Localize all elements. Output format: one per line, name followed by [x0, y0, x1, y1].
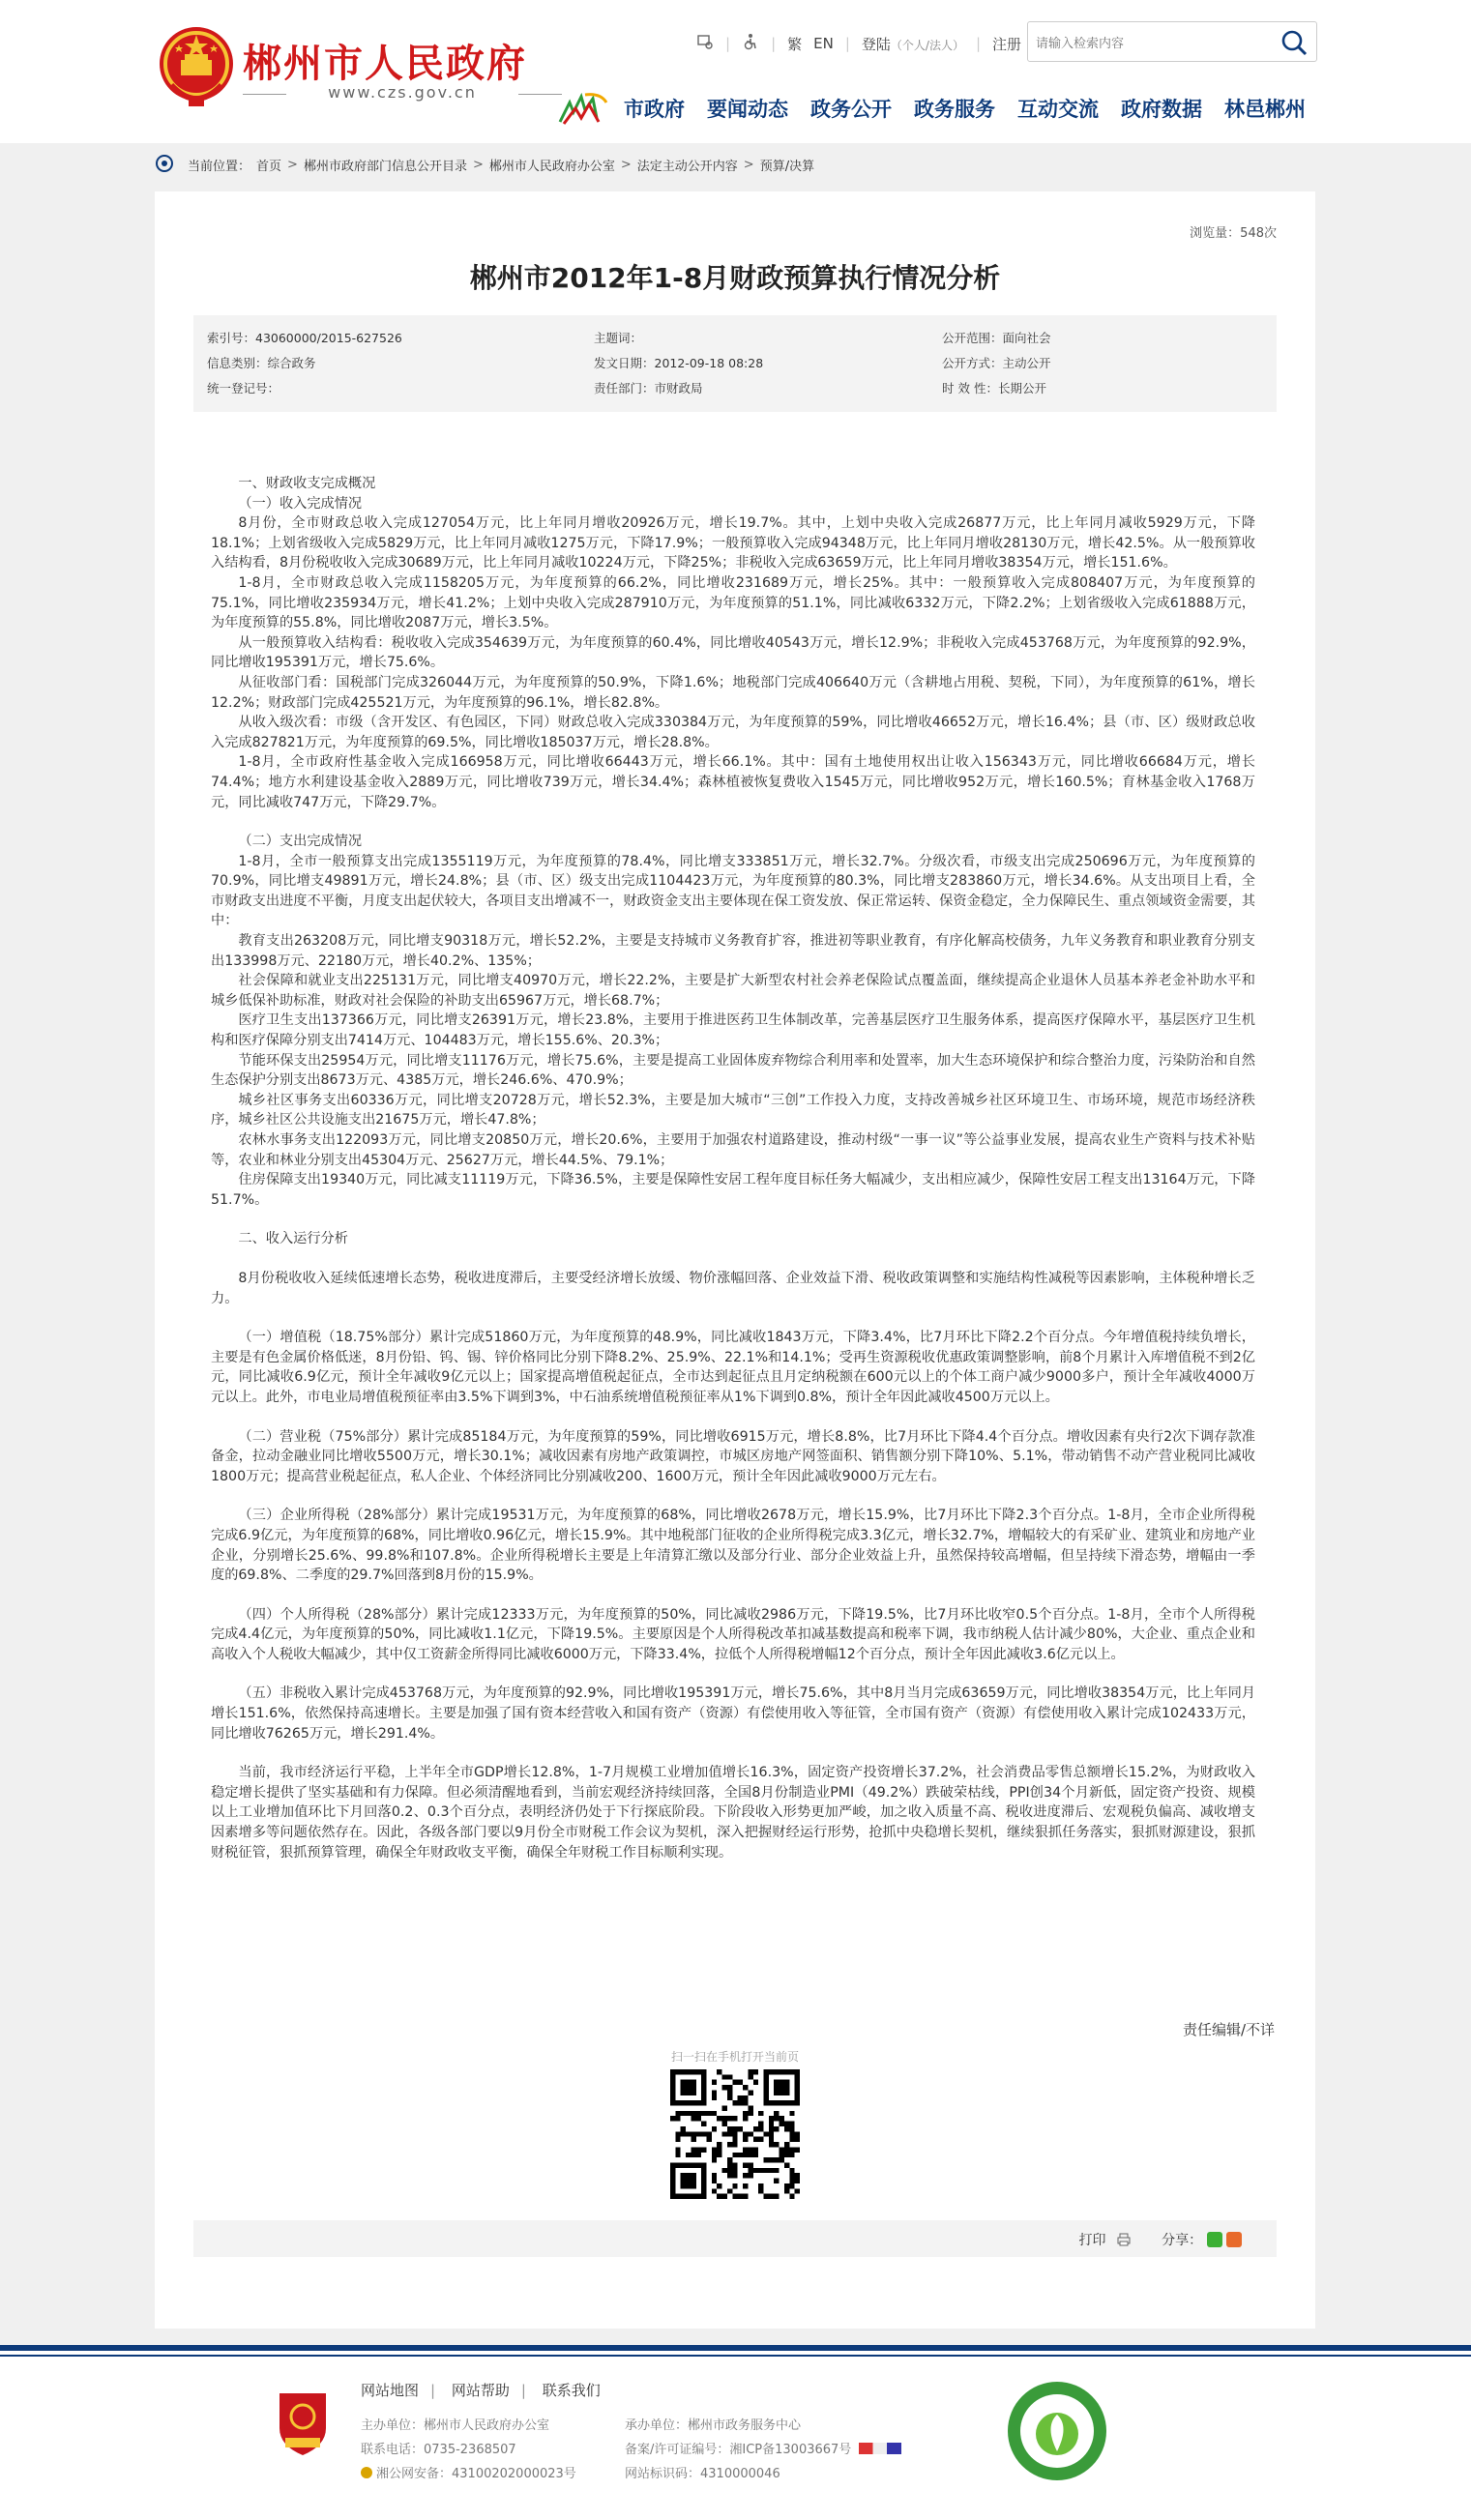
share-group — [1162, 2230, 1242, 2249]
article-paragraph: 8月份，全市财政总收入完成127054万元，比上年同月增收20926万元，增长19.7%。其中，上划中央收入完成26877万元，比上年同月减收5929万元，下降18.1%；上划省级收入完成5829万元，比上年同月减收1275万元，下降17.9%；一般预算收入完成94348万元，比上年同月增收28130万元，增长42.5%。从一般预算收入结构看，8月份税收收入完成30689万元，比上年同月减收10224万元，下降25%；非税收入完成63659万元，比上年同月增收38354万元，增长151.6%。 — [211, 515, 1255, 571]
footer-organizer: 承办单位：郴州市政务服务中心 — [625, 2418, 802, 2433]
article-paragraph: 城乡社区事务支出60336万元，同比增支20728万元，增长52.3%，主要是加大城市“三创”工作投入力度，支持改善城乡社区环境卫生、市场环境，规范市场经济秩序，城乡社区公共设施支出21675万元，增长47.8%； — [211, 1092, 1255, 1128]
article-paragraph: 从一般预算收入结构看：税收收入完成354639万元，为年度预算的60.4%，同比增收40543万元，增长12.9%；非税收入完成453768万元，为年度预算的92.9%，同比增收195391万元，增长75.6%。 — [211, 634, 1255, 671]
responsible-editor: 责任编辑/不详 — [1182, 2021, 1275, 2038]
nav-gov-data[interactable]: 政府数据 — [1121, 98, 1202, 121]
breadcrumb-separator: > — [620, 157, 632, 172]
article-paragraph: （一）增值税（18.75%部分）累计完成51860万元，为年度预算的48.9%，同比减收1843万元，下降3.4%，比7月环比下降2.2个百分点。今年增值税持续负增长，主要是有色金属价格低迷，8月份铅、钨、锡、锌价格同比分别下降8.2%、25.9%、22.1%和14.1%；受再生资源税收优惠政策调整影响，前8个月累计入库增值税不到2亿元，同比减收6.9亿元，预计全年减收9亿元以上；国家提高增值税起征点，全市达到起征点且月定纳税额在600元以上的个体工商户减少9000多户，预计全年减收4000万元以上。此外，市电业局增值税预征率由3.5%下调到3%，中石油系统增值税预征率从1%下调到0.8%，预计全年因此减收4500万元以上。 — [211, 1330, 1255, 1405]
breadcrumb — [155, 153, 1315, 176]
article-paragraph: 一、财政收支完成概况 — [238, 476, 376, 491]
meta-index-no: 索引号：43060000/2015-627526 — [207, 331, 402, 345]
nav-gov-affairs-public[interactable]: 政务公开 — [810, 98, 892, 121]
paragraph-spacer — [211, 1743, 1255, 1763]
article-body — [211, 474, 1255, 1862]
paragraph-spacer — [211, 1586, 1255, 1605]
register-link[interactable]: 注册 — [992, 35, 1022, 53]
paragraph-spacer — [211, 1308, 1255, 1328]
civilized-city-badge-icon[interactable] — [1006, 2380, 1108, 2482]
print-label: 打印 — [1078, 2233, 1106, 2248]
footer-link-sitemap[interactable]: 网站地图 — [361, 2382, 420, 2399]
paragraph-spacer — [211, 1664, 1255, 1684]
article-paragraph: 1-8月，全市一般预算支出完成1355119万元，为年度预算的78.4%，同比增支333851万元，增长32.7%。分级次看，市级支出完成250696万元，为年度预算的70.9%，同比增支49891万元，增长24.8%；县（市、区）级支出完成1104423万元，为年度预算的80.3%，同比增支283860万元，增长34.6%。从支出项目上看，全市财政支出进度不平衡，月度支出起伏较大，各项目支出增减不一，财政资金支出主要体现在保工资发放、保正常运转、保资金稳定，全力保障民生、重点领域资金需要，其中： — [211, 853, 1255, 929]
wechat-icon[interactable] — [1207, 2232, 1222, 2247]
share-bar — [193, 2220, 1277, 2257]
search-icon[interactable] — [1280, 28, 1309, 57]
paragraph-spacer — [211, 1210, 1255, 1229]
footer-icp-text: 备案/许可证编号：湘ICP备13003667号 — [625, 2443, 852, 2457]
site-footer — [0, 2345, 1471, 2520]
footer-icp-badge-icon — [859, 2443, 901, 2454]
site-name: 郴州市人民政府 — [243, 41, 527, 86]
login-link[interactable] — [862, 34, 964, 54]
article-meta — [193, 315, 1277, 412]
paragraph-spacer — [211, 1249, 1255, 1269]
weibo-icon[interactable] — [1226, 2232, 1242, 2247]
footer-link-contact[interactable]: 联系我们 — [542, 2382, 601, 2399]
print-button[interactable] — [1079, 2230, 1132, 2249]
article-paragraph: 当前，我市经济运行平稳，上半年全市GDP增长12.8%，1-7月规模工业增加值增长16.3%，固定资产投资增长37.2%，社会消费品零售总额增长15.2%，为财政收入稳定增长提供了坚实基础和有力保障。但必须清醒地看到，当前宏观经济持续回落，全国8月份制造业PMI（49.2%）跌破荣枯线，PPI创34个月新低，固定资产投资、规模以上工业增加值环比下月回落0.2、0.3个百分点，表明经济仍处于下行探底阶段。下阶段收入形势更加严峻，加之收入质量不高、税收进度滞后、宏观税负偏高、减收增支因素增多等问题依然存在。因此，各级各部门要以9月份全市财税工作会议为契机，深入把握财经运行形势，抢抓中央稳增长契机，继续狠抓任务落实，狠抓财源建设，狠抓财税征管，狠抓预算管理，确保全年财政收支平衡，确保全年财税工作目标顺利实现。 — [211, 1765, 1255, 1861]
article-paragraph: （一）收入完成情况 — [238, 495, 363, 512]
breadcrumb-office[interactable]: 郴州市人民政府办公室 — [488, 159, 615, 174]
nav-news[interactable]: 要闻动态 — [707, 98, 788, 121]
main-nav — [556, 89, 1306, 128]
meta-scope: 公开范围：面向社会 — [942, 331, 1051, 345]
site-url: www.czs.gov.cn — [243, 83, 562, 102]
page-title: 郴州市2012年1-8月财政预算执行情况分析 — [469, 262, 1001, 294]
footer-site-code: 网站标识码：4310000046 — [625, 2467, 780, 2481]
site-header — [0, 0, 1471, 143]
footer-icp — [625, 2439, 901, 2457]
city-logo-icon — [556, 89, 610, 128]
article-paragraph: （三）企业所得税（28%部分）累计完成19531万元，为年度预算的68%，同比增收2678万元，增长15.9%，比7月环比下降2.3个百分点。1-8月，全市企业所得税完成6.9亿元，为年度预算的68%，同比增收0.96亿元，增长15.9%。其中地税部门征收的企业所得税完成3.3亿元，增长32.7%，增幅较大的有采矿业、建筑业和房地产业企业，分别增长25.6%、99.8%和107.8%。企业所得税增长主要是上年清算汇缴以及部分行业、部分企业效益上升，虽然保持较高增幅，但呈持续下滑态势，增幅由一季度的69.8%、二季度的29.7%回落到8月份的15.9%。 — [211, 1508, 1255, 1584]
article-paragraph: 医疗卫生支出137366万元，同比增支26391万元，增长23.8%，主要用于推进医药卫生体制改革，完善基层医疗卫生服务体系，提高医疗保障水平，基层医疗卫生机构和医疗保障分别支出7414万元、104483万元，增长155.6%、20.3%； — [211, 1012, 1255, 1049]
breadcrumb-separator: > — [472, 157, 484, 172]
article-paragraph: 社会保障和就业支出225131万元，同比增支40970万元，增长22.2%，主要是扩大新型农村社会养老保险试点覆盖面，继续提高企业退休人员基本养老金补助水平和城乡低保补助标准，财政对社会保险的补助支出65967万元，增长68.7%； — [211, 973, 1255, 1009]
paragraph-spacer — [211, 812, 1255, 832]
site-logo[interactable] — [158, 25, 574, 112]
top-links: | | 繁 EN | 登陆（个人/法人） | 注册 — [696, 27, 1033, 60]
paragraph-spacer — [211, 1486, 1255, 1506]
article-paragraph: （二）支出完成情况 — [238, 834, 363, 850]
article-paragraph: 节能环保支出25954万元，同比增支11176万元，增长75.6%，主要是提高工业固体废弃物综合利用率和处置率，加大生态环境保护和综合整治力度，污染防治和自然生态保护分别支出8673万元、4385万元，增长246.6%、470.9%； — [211, 1052, 1255, 1089]
party-government-badge-icon[interactable] — [276, 2389, 330, 2457]
nav-gov-services[interactable]: 政务服务 — [914, 98, 995, 121]
login-label: 登陆 — [861, 35, 891, 53]
article-paragraph: 从收入级次看：市级（含开发区、有色园区，下同）财政总收入完成330384万元，为年度预算的59%，同比增收46652万元，增长16.4%；县（市、区）级财政总收入完成827821万元，为年度预算的69.5%，同比增收185037万元，增长28.8%。 — [211, 715, 1255, 750]
traditional-chinese-link[interactable]: 繁 — [787, 35, 803, 53]
meta-subject: 主题词： — [594, 331, 643, 345]
qr-caption: 扫一扫在手机打开当前页 — [670, 2050, 799, 2064]
meta-dept: 责任部门：市财政局 — [594, 381, 703, 396]
article-paragraph: 8月份税收收入延续低速增长态势，税收进度滞后，主要受经济增长放缓、物价涨幅回落、企业效益下滑、税收政策调整和实施结构性减税等因素影响，主体税种增长乏力。 — [211, 1270, 1255, 1306]
search-box — [1027, 21, 1317, 62]
breadcrumb-statutory[interactable]: 法定主动公开内容 — [636, 159, 738, 174]
footer-link-help[interactable]: 网站帮助 — [451, 2382, 510, 2399]
article-paragraph: 农林水事务支出122093万元，同比增支20850万元，增长20.6%，主要用于加强农村道路建设，推动村级“一事一议”等公益事业发展，提高农业生产资料与技术补贴等，农业和林业分别支出45304万元、25627万元，增长44.5%、79.1%； — [211, 1132, 1255, 1168]
nav-interaction[interactable]: 互动交流 — [1017, 98, 1099, 121]
location-pin-icon — [155, 154, 174, 175]
article-paragraph: （二）营业税（75%部分）累计完成85184万元，为年度预算的59%，同比增收6915万元，增长8.8%，比7月环比下降4.4个百分点。增收因素有央行2次下调存款准备金，拉动金融业同比增收5500万元，增长30.1%；减收因素有房地产政策调控，市城区房地产网签面积、销售额分别下降10%、5.1%，带动销售不动产营业税同比减收1800万元；提高营业税起征点，私人企业、个体经济同比分别减收200、1600万元，预计全年因此减收9000万元左右。 — [211, 1428, 1255, 1484]
search-input[interactable] — [1036, 30, 1268, 55]
footer-links: 网站地图 | 网站帮助 | 联系我们 — [361, 2382, 601, 2399]
breadcrumb-budget[interactable]: 预算/决算 — [759, 159, 815, 174]
footer-police — [361, 2463, 576, 2481]
article-paragraph: 教育支出263208万元，同比增支90318万元，增长52.2%，主要是支持城市义务教育扩容，推进初等职业教育，有序化解高校债务，九年义务教育和职业教育分别支出133998万元、22180万元，增长40.2%、135%； — [211, 933, 1255, 969]
article-paragraph: （四）个人所得税（28%部分）累计完成12333万元，为年度预算的50%，同比减收2986万元，下降19.5%，比7月环比收窄0.5个百分点。1-8月，全市个人所得税完成4.4亿元，为年度预算的50%，同比减收1.1亿元，下降19.5%。主要原因是个人所得税改革扣减基数提高和税率下调，我市纳税人估计减少80%，大企业、重点企业和高收入个人税收大幅减少，其中仅工资薪金所得同比减收6000万元，下降33.4%，拉低个人所得税增幅12个百分点，预计全年因此减收3.6亿元以上。 — [211, 1606, 1255, 1662]
footer-sponsor: 主办单位：郴州市人民政府办公室 — [361, 2418, 550, 2433]
article-paragraph: 住房保障支出19340万元，同比减支11119万元，下降36.5%，主要是保障性安居工程年度目标任务大幅减少，支出相应减少，保障性安居工程支出13164万元，下降51.7%。 — [211, 1172, 1255, 1208]
article-paragraph: （五）非税收入累计完成453768万元，为年度预算的92.9%，同比增收195391万元，增长75.6%，其中8月当月完成63659万元，同比增收38354万元，比上年同月增长151.6%，依然保持高速增长。主要是加强了国有资本经营收入和国有资产（资源）有偿使用收入等征管，全市国有资产（资源）有偿使用收入累计完成102433万元，同比增收76265万元，增长291.4%。 — [211, 1685, 1255, 1742]
meta-method: 公开方式：主动公开 — [942, 356, 1051, 370]
meta-validity: 时 效 性：长期公开 — [942, 381, 1046, 396]
police-badge-icon — [361, 2467, 372, 2478]
login-note: （个人/法人） — [890, 38, 964, 52]
paragraph-spacer — [211, 1408, 1255, 1427]
accessibility-icon[interactable] — [696, 33, 714, 54]
breadcrumb-home[interactable]: 首页 — [256, 159, 282, 174]
meta-date: 发文日期：2012-09-18 08:28 — [594, 356, 764, 370]
breadcrumb-separator: > — [287, 157, 298, 172]
article-paragraph: 1-8月，全市政府性基金收入完成166958万元，同比增收66443万元，增长66.1%。其中：国有土地使用权出让收入156343万元，同比增收66684万元，增长74.4%；地方水利建设基金收入2889万元，同比增收739万元，增长34.4%；森林植被恢复费收入1545万元，同比增收952万元，增长160.5%；育林基金收入1768万元，同比减收747万元，下降29.7%。 — [211, 754, 1255, 810]
elder-mode-icon[interactable] — [742, 33, 759, 54]
article-panel — [155, 191, 1315, 2329]
nav-city-government[interactable]: 市政府 — [624, 98, 685, 121]
article-paragraph: 从征收部门看：国税部门完成326044万元，为年度预算的50.9%，下降1.6%；地税部门完成406640万元（含耕地占用税、契税，下同），为年度预算的61%，增长12.2%；财政部门完成425521万元，为年度预算的96.1%，增长82.8%。 — [211, 674, 1255, 711]
article-paragraph: 1-8月，全市财政总收入完成1158205万元，为年度预算的66.2%，同比增收231689万元，增长25%。其中：一般预算收入完成808407万元，为年度预算的75.1%，同比增收235934万元，增长41.2%；上划中央收入完成287910万元，为年度预算的51.1%，同比减收6332万元，下降2.2%；上划省级收入完成61888万元，为年度预算的55.8%，同比增收2087万元，增长3.5%。 — [211, 574, 1255, 631]
national-emblem-icon — [158, 25, 235, 108]
view-count: 浏览量：548次 — [1190, 226, 1277, 241]
nav-linyi-chenzhou[interactable]: 林邑郴州 — [1224, 98, 1306, 121]
printer-icon — [1116, 2232, 1132, 2247]
share-label: 分享： — [1162, 2233, 1203, 2248]
breadcrumb-catalog[interactable]: 郴州市政府部门信息公开目录 — [303, 159, 467, 174]
qr-code — [670, 2069, 800, 2199]
english-link[interactable]: EN — [813, 35, 834, 52]
footer-police-text: 湘公网安备：43100202000023号 — [376, 2467, 576, 2481]
footer-phone: 联系电话：0735-2368507 — [361, 2443, 516, 2457]
article-paragraph: 二、收入运行分析 — [238, 1231, 348, 1247]
meta-category: 信息类别：综合政务 — [207, 356, 316, 370]
breadcrumb-separator: > — [743, 157, 754, 172]
breadcrumb-label: 当前位置： — [188, 159, 251, 174]
meta-code: 统一登记号： — [207, 381, 280, 396]
